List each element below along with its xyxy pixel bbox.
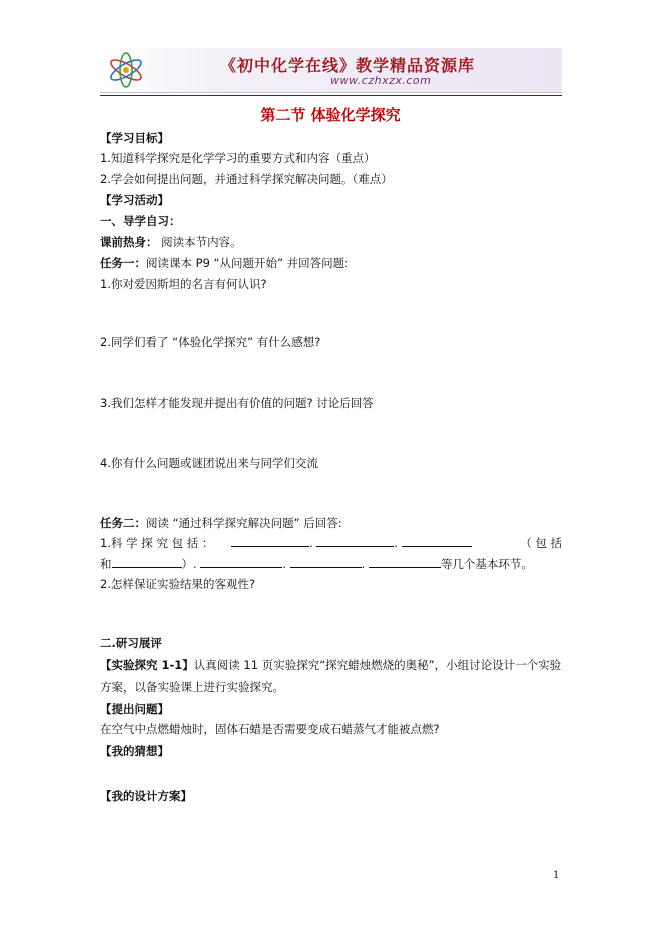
fill-line1-label: 1.科 学 探 究 包 括 ：: [100, 536, 214, 550]
task1-text: 阅读课本 P9 “从问题开始” 并回答问题:: [146, 256, 349, 270]
fill-line-1: 1.科 学 探 究 包 括 ： . . （ 包 括: [100, 536, 562, 550]
banner-url: www.czhxzx.com: [330, 74, 432, 87]
fill-line2-end: 等几个基本环节。: [440, 557, 533, 571]
goal-1: 1.知道科学探究是化学学习的重要方式和内容（重点）: [100, 151, 376, 165]
question-4: 4.你有什么问题或谜团说出来与同学们交流: [100, 456, 318, 470]
warmup-text: 阅读本节内容。: [157, 235, 242, 249]
blank-6[interactable]: [290, 556, 362, 568]
experiment-text-1: 认真阅读 11 页实验探究“探究蜡烛燃烧的奥秘”，小组讨论设计一个实验: [193, 658, 562, 672]
banner-title: 《初中化学在线》教学精品资源库: [220, 56, 476, 75]
activity-heading: 【学习活动】: [100, 193, 169, 207]
raise-question-heading: 【提出问题】: [100, 702, 169, 716]
task1-label: 任务一：: [100, 256, 146, 270]
fill-line-2: 和 ）. . . 等几个基本环节。: [100, 557, 533, 571]
task2-label: 任务二：: [100, 516, 146, 530]
blank-1[interactable]: [231, 535, 309, 547]
section2-heading: 二.研习展评: [100, 636, 162, 650]
raise-question-text: 在空气中点燃蜡烛时，固体石蜡是否需要变成石蜡蒸气才能被点燃?: [100, 722, 440, 736]
fill-line2-start: 和: [100, 557, 112, 571]
page-title: 第二节 体验化学探究: [260, 106, 401, 124]
task1-line: [100, 255, 348, 271]
page-number: 1: [553, 870, 560, 881]
experiment-label: 【实验探究 1-1】: [100, 658, 194, 672]
question-2: 2.同学们看了 “体验化学探究” 有什么感想?: [100, 335, 321, 349]
atom-logo-icon: [106, 52, 146, 88]
blank-5[interactable]: [200, 556, 282, 568]
blank-3[interactable]: [402, 535, 472, 547]
blank-7[interactable]: [369, 556, 441, 568]
question-3: 3.我们怎样才能发现并提出有价值的问题? 讨论后回答: [100, 396, 374, 410]
section1-heading: 一、导学自习：: [100, 214, 181, 228]
header-divider: [100, 95, 562, 96]
blank-2[interactable]: [316, 535, 394, 547]
design-heading: 【我的设计方案】: [100, 789, 192, 803]
warmup-label: 课前热身：: [100, 235, 158, 249]
question-1: 1.你对爱因斯坦的名言有何认识?: [100, 277, 267, 291]
experiment-line-1: [100, 657, 561, 673]
task2-text: 阅读 “通过科学探究解决问题” 后回答:: [146, 516, 342, 530]
goal-2: 2.学会如何提出问题，并通过科学探究解决问题。（难点）: [100, 172, 393, 186]
header-banner: [100, 48, 562, 93]
fill-line1-end: （ 包 括: [520, 536, 562, 550]
question-objectivity: 2.怎样保证实验结果的客观性?: [100, 577, 256, 591]
goals-heading: 【学习目标】: [100, 131, 169, 145]
warmup-line: [100, 234, 242, 250]
task2-line: [100, 515, 342, 531]
blank-4[interactable]: [112, 556, 182, 568]
experiment-line-2: 方案，以备实验课上进行实验探究。: [100, 680, 284, 694]
guess-heading: 【我的猜想】: [100, 744, 169, 758]
